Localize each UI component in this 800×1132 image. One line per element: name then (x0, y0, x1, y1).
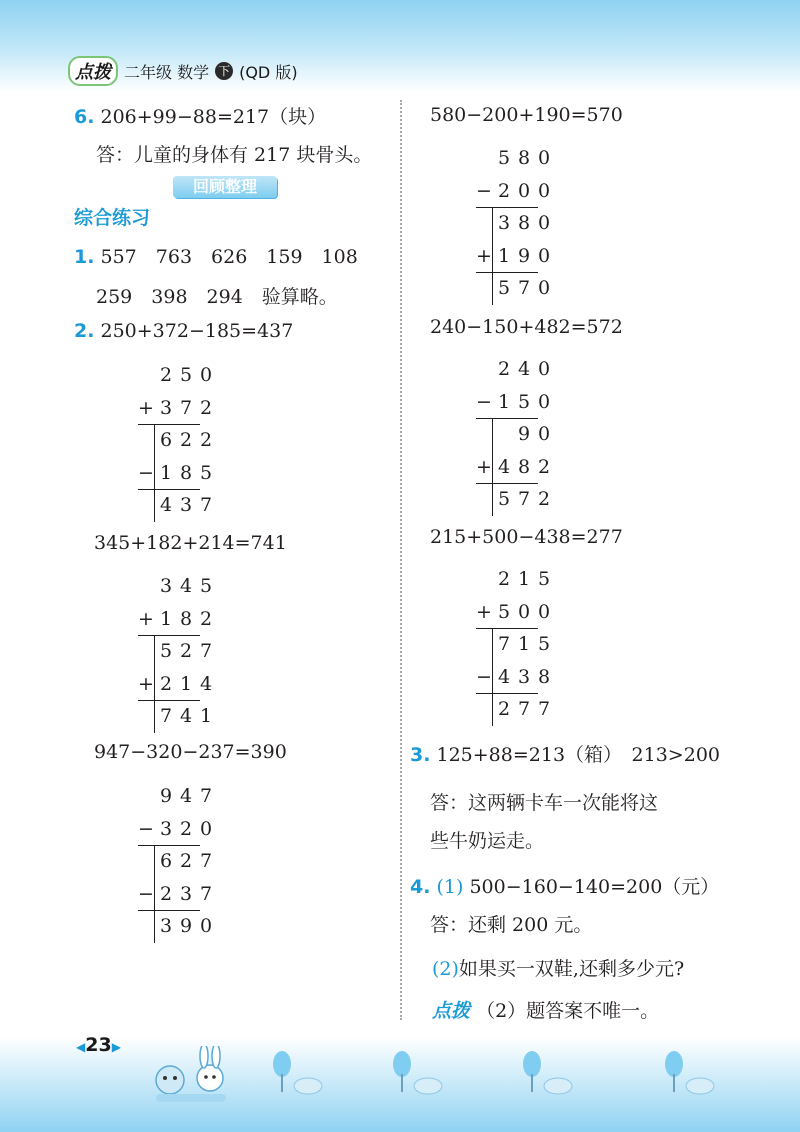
calc-1-row-4-digit-3: 8 (179, 461, 193, 484)
calc-1-row-2-digit-4: 2 (199, 396, 213, 419)
question-4-part-2 (432, 954, 684, 981)
calc-5-row-1-digit-2: 2 (497, 358, 511, 380)
question-1-line-1 (74, 242, 358, 269)
calc-6-row-5-digit-2: 2 (497, 698, 511, 720)
calc-4-row-4-digit-1: + (476, 244, 492, 267)
calc-3-row-4-digit-3: 3 (179, 882, 193, 905)
tree-illustration-1 (268, 1050, 328, 1096)
calc-1-row-4-digit-2: 1 (159, 461, 173, 484)
calc-4-underline-2 (476, 272, 538, 273)
calc-5-row-2-digit-2: 1 (497, 390, 511, 413)
calc-4-row-2-digit-3: 0 (517, 179, 531, 202)
calc-3-row-1-digit-4: 7 (199, 785, 213, 807)
tip-logo: 点拨 (432, 1000, 471, 1022)
calc-5-row-5-digit-4: 2 (537, 488, 551, 510)
calc-1-vertical-bar (154, 424, 155, 522)
calc-2-row-5-digit-4: 1 (199, 705, 213, 727)
calc-5-underline-1 (476, 418, 538, 419)
calc-5-row-4-digit-4: 2 (537, 455, 551, 478)
calc-4-underline-1 (476, 207, 538, 208)
question-1-line-2: 259 398 294 验算略。 (96, 286, 338, 308)
calc-1-row-5-digit-2: 4 (159, 494, 173, 516)
calc-1-row-5-digit-3: 3 (179, 494, 193, 516)
calc-3-row-4-digit-2: 2 (159, 882, 173, 905)
calc-3-row-2-digit-1: − (138, 817, 154, 840)
page-number (76, 1034, 121, 1056)
calc-1-underline-1 (138, 424, 200, 425)
calc-3-row-2-digit-2: 3 (159, 817, 173, 840)
calc-3-row-3-digit-4: 7 (199, 850, 213, 872)
calc-5-underline-2 (476, 483, 538, 484)
equation-4: 580−200+190=570 (430, 104, 623, 126)
calc-1-row-1-digit-4: 0 (199, 364, 213, 386)
calc-3-row-5-digit-4: 0 (199, 915, 213, 937)
page-next-arrow-icon: ▶ (111, 1040, 121, 1054)
header-logo: 点拨 (68, 56, 118, 86)
calc-3-row-1-digit-3: 4 (179, 785, 193, 807)
calc-6-row-1-digit-2: 2 (497, 568, 511, 590)
page-number-text: 23 (85, 1034, 112, 1056)
calc-3-row-3-digit-3: 2 (179, 850, 193, 872)
calc-6-row-3-digit-3: 1 (517, 633, 531, 655)
calc-2-row-4-digit-3: 1 (179, 672, 193, 695)
calc-2-row-1-digit-4: 5 (199, 575, 213, 597)
calc-4-row-4-digit-2: 1 (497, 244, 511, 267)
section-title: 综合练习 (74, 207, 151, 229)
calc-5-row-1-digit-4: 0 (537, 358, 551, 380)
calc-5-row-4-digit-2: 4 (497, 455, 511, 478)
calc-6-row-5-digit-4: 7 (537, 698, 551, 720)
cartoon-animals-illustration (148, 1046, 238, 1106)
calc-5-vertical-bar (492, 418, 493, 516)
calc-6-row-3-digit-4: 5 (537, 633, 551, 655)
question-4-part-1 (410, 872, 719, 899)
calc-2-row-5-digit-2: 7 (159, 705, 173, 727)
tree-illustration-4 (660, 1050, 720, 1096)
calc-4-row-5-digit-3: 7 (517, 277, 531, 299)
calc-1-row-4-digit-1: − (138, 461, 154, 484)
calc-1-row-3-digit-4: 2 (199, 429, 213, 451)
question-4-part-2-label: (2) (432, 958, 459, 980)
calc-2-row-1-digit-2: 3 (159, 575, 173, 597)
question-3 (410, 740, 720, 767)
tip-text: （2）题答案不唯一。 (476, 1000, 660, 1022)
calc-6-row-2-digit-4: 0 (537, 600, 551, 623)
calc-4-vertical-bar (492, 207, 493, 305)
question-4-number: 4. (410, 876, 431, 898)
calc-6-row-4-digit-1: − (476, 665, 492, 688)
question-3-expression: 125+88=213（箱） 213>200 (436, 744, 720, 766)
calc-5-row-1-digit-3: 4 (517, 358, 531, 380)
calc-4-row-4-digit-4: 0 (537, 244, 551, 267)
calc-4-row-3-digit-3: 8 (517, 212, 531, 234)
question-6-number: 6. (74, 106, 95, 128)
calc-2-row-2-digit-2: 1 (159, 607, 173, 630)
tree-illustration-2 (388, 1050, 448, 1096)
calc-6-row-2-digit-1: + (476, 600, 492, 623)
page-header (68, 58, 298, 84)
calc-6-row-4-digit-2: 4 (497, 665, 511, 688)
calc-4-row-3-digit-4: 0 (537, 212, 551, 234)
calc-6-row-3-digit-2: 7 (497, 633, 511, 655)
calc-4-row-1-digit-3: 8 (517, 147, 531, 169)
question-6-answer: 答：儿童的身体有 217 块骨头。 (96, 144, 373, 166)
calc-2-row-5-digit-3: 4 (179, 705, 193, 727)
calc-6-row-2-digit-3: 0 (517, 600, 531, 623)
calc-1-row-2-digit-2: 3 (159, 396, 173, 419)
calc-3-row-1-digit-2: 9 (159, 785, 173, 807)
question-4-part-1-answer: 答：还剩 200 元。 (430, 914, 593, 936)
question-3-number: 3. (410, 744, 431, 766)
calc-1-row-3-digit-3: 2 (179, 429, 193, 451)
calc-2-row-3-digit-2: 5 (159, 640, 173, 662)
tip-line (432, 996, 659, 1023)
calc-3-row-5-digit-3: 9 (179, 915, 193, 937)
equation-3: 947−320−237=390 (94, 741, 287, 763)
calc-3-vertical-bar (154, 845, 155, 943)
question-3-answer-2: 些牛奶运走。 (430, 830, 545, 852)
question-6 (74, 102, 326, 129)
calc-5-row-4-digit-3: 8 (517, 455, 531, 478)
equation-6: 215+500−438=277 (430, 526, 623, 548)
equation-5: 240−150+482=572 (430, 316, 623, 338)
review-section-badge: 回顾整理 (173, 176, 277, 198)
calc-6-vertical-bar (492, 628, 493, 726)
question-2-first-equation (74, 320, 293, 342)
calc-3-row-2-digit-3: 2 (179, 817, 193, 840)
calc-6-row-4-digit-4: 8 (537, 665, 551, 688)
calc-3-row-4-digit-4: 7 (199, 882, 213, 905)
calc-2-row-4-digit-1: + (138, 672, 154, 695)
calc-4-row-2-digit-4: 0 (537, 179, 551, 202)
calc-5-row-5-digit-2: 5 (497, 488, 511, 510)
calc-5-row-3-digit-3: 9 (517, 423, 531, 445)
question-4-part-1-expression: 500−160−140=200（元） (469, 876, 720, 898)
calc-5-row-2-digit-1: − (476, 390, 492, 413)
calc-2-row-3-digit-3: 2 (179, 640, 193, 662)
question-6-expression: 206+99−88=217（块） (100, 106, 327, 128)
calc-5-row-5-digit-3: 7 (517, 488, 531, 510)
calc-5-row-4-digit-1: + (476, 455, 492, 478)
calc-2-row-4-digit-4: 4 (199, 672, 213, 695)
calc-3-underline-2 (138, 910, 200, 911)
calc-2-row-2-digit-4: 2 (199, 607, 213, 630)
calc-4-row-1-digit-2: 5 (497, 147, 511, 169)
calc-4-row-1-digit-4: 0 (537, 147, 551, 169)
calc-6-underline-2 (476, 693, 538, 694)
calc-4-row-2-digit-1: − (476, 179, 492, 202)
calc-6-row-2-digit-2: 5 (497, 600, 511, 623)
calc-1-row-5-digit-4: 7 (199, 494, 213, 516)
calc-2-underline-2 (138, 700, 200, 701)
page-prev-arrow-icon: ◀ (76, 1040, 86, 1054)
question-1-number: 1. (74, 246, 95, 268)
column-divider (400, 100, 402, 1020)
calc-2-row-1-digit-3: 4 (179, 575, 193, 597)
calc-1-row-2-digit-3: 7 (179, 396, 193, 419)
calc-4-row-2-digit-2: 2 (497, 179, 511, 202)
calc-3-row-2-digit-4: 0 (199, 817, 213, 840)
calc-2-row-2-digit-3: 8 (179, 607, 193, 630)
calc-1-row-2-digit-1: + (138, 396, 154, 419)
calc-1-row-1-digit-3: 5 (179, 364, 193, 386)
question-3-answer-1: 答：这两辆卡车一次能将这 (430, 792, 659, 814)
calc-4-row-3-digit-2: 3 (497, 212, 511, 234)
question-1-values-1: 557 763 626 159 108 (100, 246, 358, 268)
calc-2-row-3-digit-4: 7 (199, 640, 213, 662)
question-4-part-1-label: (1) (436, 876, 464, 898)
header-edition: (QD 版) (239, 62, 298, 82)
calc-1-row-3-digit-2: 6 (159, 429, 173, 451)
calc-2-underline-1 (138, 635, 200, 636)
calc-5-row-2-digit-3: 5 (517, 390, 531, 413)
calc-1-row-4-digit-4: 5 (199, 461, 213, 484)
tree-illustration-3 (518, 1050, 578, 1096)
calc-6-row-5-digit-3: 7 (517, 698, 531, 720)
calc-4-row-4-digit-3: 9 (517, 244, 531, 267)
calc-4-row-5-digit-2: 5 (497, 277, 511, 299)
calc-5-row-3-digit-4: 0 (537, 423, 551, 445)
calc-6-underline-1 (476, 628, 538, 629)
calc-3-row-4-digit-1: − (138, 882, 154, 905)
calc-2-vertical-bar (154, 635, 155, 733)
calc-1-row-1-digit-2: 2 (159, 364, 173, 386)
header-grade-subject: 二年级 数学 (124, 62, 210, 82)
equation-1: 250+372−185=437 (100, 320, 294, 342)
calc-2-row-2-digit-1: + (138, 607, 154, 630)
calc-1-underline-2 (138, 489, 200, 490)
calc-3-row-3-digit-2: 6 (159, 850, 173, 872)
calc-2-row-4-digit-2: 2 (159, 672, 173, 695)
equation-2: 345+182+214=741 (94, 532, 287, 554)
calc-3-row-5-digit-2: 3 (159, 915, 173, 937)
question-2-number: 2. (74, 320, 95, 342)
calc-3-underline-1 (138, 845, 200, 846)
header-volume-badge: 下 (215, 62, 233, 80)
calc-6-row-1-digit-4: 5 (537, 568, 551, 590)
calc-5-row-2-digit-4: 0 (537, 390, 551, 413)
question-4-part-2-text: 如果买一双鞋,还剩多少元? (458, 958, 685, 980)
calc-6-row-1-digit-3: 1 (517, 568, 531, 590)
calc-6-row-4-digit-3: 3 (517, 665, 531, 688)
calc-4-row-5-digit-4: 0 (537, 277, 551, 299)
